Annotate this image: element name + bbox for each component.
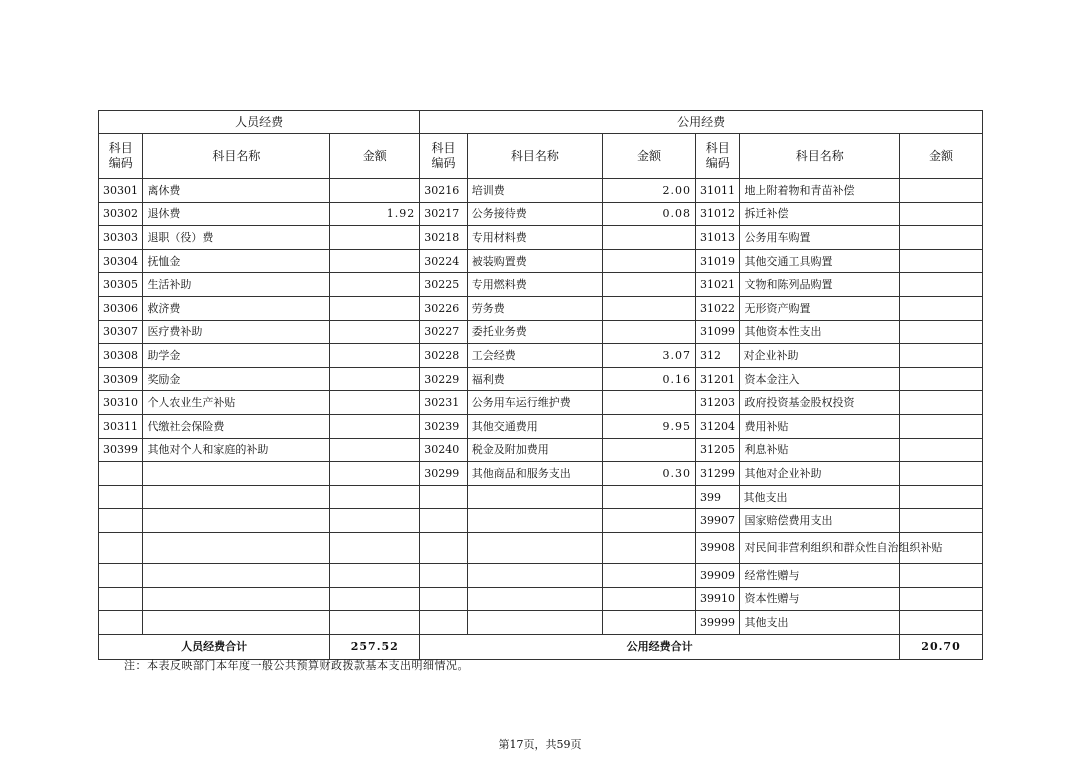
subject-code-cell: 30307 — [99, 320, 143, 344]
subject-code-cell: 30231 — [420, 391, 467, 415]
subject-code-cell: 30229 — [420, 367, 467, 391]
subject-name-cell: 代缴社会保险费 — [143, 414, 330, 438]
amount-cell — [603, 611, 696, 635]
personnel-header: 人员经费 — [99, 111, 420, 134]
subject-name-cell: 其他交通费用 — [467, 414, 602, 438]
subject-name-cell: 其他对个人和家庭的补助 — [143, 438, 330, 462]
amount-cell — [900, 367, 983, 391]
amount-cell — [603, 296, 696, 320]
personnel-total-label: 人员经费合计 — [99, 634, 330, 659]
code-header: 科目编码 — [696, 134, 740, 179]
table-row — [99, 320, 983, 344]
subject-name-cell: 税金及附加费用 — [467, 438, 602, 462]
subject-name-cell — [467, 509, 602, 533]
subject-name-cell — [467, 485, 602, 509]
amount-cell — [330, 391, 420, 415]
amount-cell — [900, 249, 983, 273]
subject-name-cell: 政府投资基金股权投资 — [740, 391, 900, 415]
subject-name-cell: 离休费 — [143, 179, 330, 203]
subject-name-cell: 公务用车购置 — [740, 226, 900, 250]
table-row — [99, 509, 983, 533]
subject-code-cell: 31204 — [696, 414, 740, 438]
subject-name-cell: 其他对企业补助 — [740, 462, 900, 486]
amount-cell — [330, 249, 420, 273]
public-header: 公用经费 — [420, 111, 983, 134]
amount-cell — [603, 587, 696, 611]
amount-cell: 1.92 — [330, 202, 420, 226]
subject-code-cell — [420, 485, 467, 509]
amount-cell: 0.08 — [603, 202, 696, 226]
table-row — [99, 296, 983, 320]
subject-name-cell: 奖励金 — [143, 367, 330, 391]
subject-code-cell: 30299 — [420, 462, 467, 486]
amount-cell — [330, 367, 420, 391]
subject-code-cell: 30218 — [420, 226, 467, 250]
amount-cell — [900, 509, 983, 533]
amount-cell — [603, 391, 696, 415]
subject-code-cell: 31021 — [696, 273, 740, 297]
subject-name-cell — [143, 532, 330, 563]
subject-code-cell: 30216 — [420, 179, 467, 203]
subject-code-cell: 39999 — [696, 611, 740, 635]
subject-name-cell — [467, 611, 602, 635]
budget-detail-table — [98, 110, 983, 660]
subject-name-cell: 资本性赠与 — [740, 587, 900, 611]
subject-code-cell: 39910 — [696, 587, 740, 611]
subject-name-cell — [467, 563, 602, 587]
subject-name-cell — [143, 485, 330, 509]
name-header: 科目名称 — [467, 134, 602, 179]
amount-cell — [330, 414, 420, 438]
amount-cell — [330, 563, 420, 587]
table-row — [99, 391, 983, 415]
amount-cell — [900, 414, 983, 438]
subject-name-cell — [143, 509, 330, 533]
subject-code-cell: 30311 — [99, 414, 143, 438]
subject-code-cell — [99, 485, 143, 509]
subject-code-cell — [99, 587, 143, 611]
amount-cell — [603, 249, 696, 273]
subject-name-cell: 无形资产购置 — [740, 296, 900, 320]
table-row — [99, 226, 983, 250]
subject-name-cell: 利息补贴 — [740, 438, 900, 462]
subject-name-cell: 专用材料费 — [467, 226, 602, 250]
subject-name-cell — [143, 587, 330, 611]
subject-name-cell: 工会经费 — [467, 344, 602, 368]
table-row — [99, 202, 983, 226]
subject-name-cell: 地上附着物和青苗补偿 — [740, 179, 900, 203]
amount-cell — [330, 509, 420, 533]
subject-code-cell — [420, 532, 467, 563]
amount-header: 金额 — [330, 134, 420, 179]
subject-code-cell: 31203 — [696, 391, 740, 415]
subject-code-cell: 31012 — [696, 202, 740, 226]
subject-name-cell: 退休费 — [143, 202, 330, 226]
subject-name-cell: 其他支出 — [740, 611, 900, 635]
subject-name-cell: 拆迁补偿 — [740, 202, 900, 226]
amount-cell — [603, 509, 696, 533]
subject-code-cell — [99, 563, 143, 587]
subject-name-cell: 个人农业生产补贴 — [143, 391, 330, 415]
table-row — [99, 438, 983, 462]
subject-name-cell: 被装购置费 — [467, 249, 602, 273]
subject-code-cell — [99, 532, 143, 563]
amount-cell — [900, 202, 983, 226]
subject-name-cell: 其他资本性支出 — [740, 320, 900, 344]
subject-name-cell: 费用补贴 — [740, 414, 900, 438]
amount-cell — [900, 462, 983, 486]
subject-code-cell: 31019 — [696, 249, 740, 273]
table-row — [99, 462, 983, 486]
subject-code-cell: 30224 — [420, 249, 467, 273]
table-row — [99, 532, 983, 563]
subject-name-cell: 公务用车运行维护费 — [467, 391, 602, 415]
subject-name-cell: 经常性赠与 — [740, 563, 900, 587]
subject-code-cell: 30225 — [420, 273, 467, 297]
public-total-label: 公用经费合计 — [420, 634, 900, 659]
subject-name-cell: 资本金注入 — [740, 367, 900, 391]
amount-cell — [603, 320, 696, 344]
subject-code-cell: 30308 — [99, 344, 143, 368]
subject-name-cell: 对企业补助 — [740, 344, 900, 368]
subject-code-cell: 30309 — [99, 367, 143, 391]
table-row — [99, 367, 983, 391]
amount-cell: 3.07 — [603, 344, 696, 368]
subject-name-cell: 医疗费补助 — [143, 320, 330, 344]
subject-code-cell: 30217 — [420, 202, 467, 226]
amount-cell — [603, 438, 696, 462]
table-note: 注：本表反映部门本年度一般公共预算财政拨款基本支出明细情况。 — [124, 659, 469, 672]
name-header: 科目名称 — [143, 134, 330, 179]
name-header: 科目名称 — [740, 134, 900, 179]
table-row — [99, 485, 983, 509]
subject-code-cell: 31099 — [696, 320, 740, 344]
subject-code-cell: 312 — [696, 344, 740, 368]
table-row — [99, 611, 983, 635]
amount-cell — [603, 485, 696, 509]
amount-cell — [330, 532, 420, 563]
subject-name-cell — [143, 611, 330, 635]
subject-name-cell: 福利费 — [467, 367, 602, 391]
subject-code-cell: 39909 — [696, 563, 740, 587]
public-total-value: 20.70 — [900, 634, 983, 659]
subject-code-cell: 31022 — [696, 296, 740, 320]
subject-code-cell: 30303 — [99, 226, 143, 250]
subject-code-cell: 30227 — [420, 320, 467, 344]
subject-code-cell: 30306 — [99, 296, 143, 320]
subject-code-cell — [420, 563, 467, 587]
subject-code-cell: 30304 — [99, 249, 143, 273]
subject-code-cell — [420, 611, 467, 635]
amount-cell — [900, 179, 983, 203]
subject-code-cell: 30399 — [99, 438, 143, 462]
subject-name-cell: 对民间非营利组织和群众性自治组织补贴 — [740, 532, 900, 563]
subject-name-cell: 委托业务费 — [467, 320, 602, 344]
amount-cell — [900, 320, 983, 344]
amount-cell — [900, 391, 983, 415]
subject-name-cell — [143, 563, 330, 587]
subject-name-cell: 文物和陈列品购置 — [740, 273, 900, 297]
subject-code-cell — [99, 611, 143, 635]
amount-cell — [900, 485, 983, 509]
amount-cell — [900, 273, 983, 297]
amount-cell — [603, 563, 696, 587]
subject-name-cell: 专用燃料费 — [467, 273, 602, 297]
subject-code-cell: 399 — [696, 485, 740, 509]
personnel-total-value: 257.52 — [330, 634, 420, 659]
subject-name-cell: 培训费 — [467, 179, 602, 203]
subject-name-cell: 其他支出 — [740, 485, 900, 509]
amount-cell — [330, 485, 420, 509]
amount-cell: 9.95 — [603, 414, 696, 438]
subject-code-cell: 30240 — [420, 438, 467, 462]
code-header: 科目编码 — [99, 134, 143, 179]
subject-code-cell — [99, 509, 143, 533]
amount-cell — [603, 532, 696, 563]
subject-code-cell — [420, 587, 467, 611]
subject-name-cell: 其他交通工具购置 — [740, 249, 900, 273]
table-row — [99, 587, 983, 611]
subject-name-cell — [467, 532, 602, 563]
subject-name-cell: 公务接待费 — [467, 202, 602, 226]
amount-cell: 2.00 — [603, 179, 696, 203]
subject-name-cell: 国家赔偿费用支出 — [740, 509, 900, 533]
subject-name-cell — [467, 587, 602, 611]
page-number: 第17页，共59页 — [498, 738, 582, 751]
subject-code-cell: 30301 — [99, 179, 143, 203]
amount-header: 金额 — [603, 134, 696, 179]
amount-cell — [900, 611, 983, 635]
table-row — [99, 179, 983, 203]
table-row — [99, 273, 983, 297]
subject-name-cell: 救济费 — [143, 296, 330, 320]
subject-code-cell: 30310 — [99, 391, 143, 415]
amount-cell: 0.16 — [603, 367, 696, 391]
amount-cell — [330, 344, 420, 368]
amount-cell — [330, 273, 420, 297]
table-row — [99, 414, 983, 438]
amount-cell — [330, 462, 420, 486]
amount-cell — [900, 563, 983, 587]
subject-name-cell: 助学金 — [143, 344, 330, 368]
table-row — [99, 344, 983, 368]
amount-cell — [900, 344, 983, 368]
subject-code-cell: 31201 — [696, 367, 740, 391]
amount-cell — [900, 438, 983, 462]
subject-name-cell: 劳务费 — [467, 296, 602, 320]
table-row — [99, 563, 983, 587]
amount-cell — [900, 587, 983, 611]
code-header: 科目编码 — [420, 134, 467, 179]
amount-cell — [900, 296, 983, 320]
subject-code-cell: 31011 — [696, 179, 740, 203]
subject-code-cell: 30228 — [420, 344, 467, 368]
amount-cell — [330, 296, 420, 320]
subject-code-cell: 39908 — [696, 532, 740, 563]
amount-cell — [330, 438, 420, 462]
subject-name-cell — [143, 462, 330, 486]
subject-name-cell: 其他商品和服务支出 — [467, 462, 602, 486]
subject-code-cell: 31299 — [696, 462, 740, 486]
subject-code-cell — [420, 509, 467, 533]
subject-code-cell: 30239 — [420, 414, 467, 438]
amount-cell — [330, 226, 420, 250]
subject-code-cell: 30226 — [420, 296, 467, 320]
table-row — [99, 249, 983, 273]
amount-cell — [330, 179, 420, 203]
amount-cell — [603, 226, 696, 250]
amount-header: 金额 — [900, 134, 983, 179]
subject-name-cell: 退职（役）费 — [143, 226, 330, 250]
subject-code-cell: 30305 — [99, 273, 143, 297]
subject-code-cell: 30302 — [99, 202, 143, 226]
amount-cell — [603, 273, 696, 297]
subject-name-cell: 抚恤金 — [143, 249, 330, 273]
subject-code-cell: 31205 — [696, 438, 740, 462]
subject-code-cell: 39907 — [696, 509, 740, 533]
subject-code-cell: 31013 — [696, 226, 740, 250]
amount-cell — [330, 587, 420, 611]
amount-cell — [330, 611, 420, 635]
subject-code-cell — [99, 462, 143, 486]
amount-cell: 0.30 — [603, 462, 696, 486]
amount-cell — [900, 226, 983, 250]
amount-cell — [330, 320, 420, 344]
subject-name-cell: 生活补助 — [143, 273, 330, 297]
